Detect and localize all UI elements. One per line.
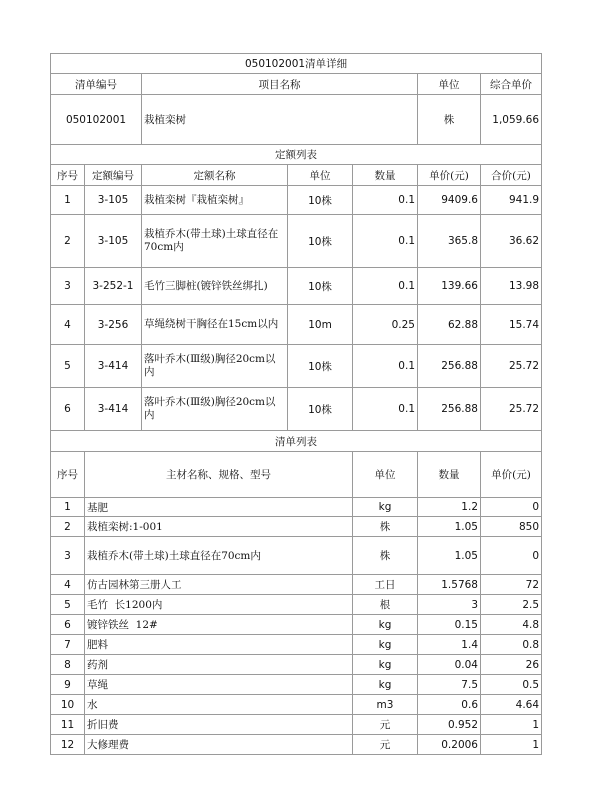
- material-price: 850: [481, 517, 542, 537]
- material-row: [51, 735, 542, 755]
- material-row: [51, 615, 542, 635]
- quota-header-unit: 单位: [288, 165, 353, 186]
- material-unit: kg: [353, 615, 418, 635]
- quota-row: [51, 186, 542, 215]
- material-price: 72: [481, 575, 542, 595]
- material-price: 1: [481, 715, 542, 735]
- quota-name: 栽植乔木(带土球)土球直径在70cm内: [142, 215, 288, 268]
- quota-header-qty: 数量: [353, 165, 418, 186]
- material-row: [51, 537, 542, 575]
- quota-code: 3-252-1: [85, 268, 142, 305]
- quota-header-no: 序号: [51, 165, 85, 186]
- material-qty: 7.5: [418, 675, 481, 695]
- quota-price: 62.88: [418, 305, 481, 345]
- material-price: 0.5: [481, 675, 542, 695]
- quota-price: 139.66: [418, 268, 481, 305]
- quota-code: 3-414: [85, 345, 142, 388]
- quota-row: [51, 268, 542, 305]
- material-no: 11: [51, 715, 85, 735]
- material-qty: 1.05: [418, 537, 481, 575]
- material-row: [51, 695, 542, 715]
- material-header-qty: 数量: [418, 452, 481, 498]
- material-unit: kg: [353, 675, 418, 695]
- material-unit: 株: [353, 537, 418, 575]
- quota-no: 4: [51, 305, 85, 345]
- table-title: 050102001清单详细: [51, 54, 542, 74]
- quota-no: 5: [51, 345, 85, 388]
- material-unit: 工日: [353, 575, 418, 595]
- quota-row: [51, 388, 542, 431]
- quota-qty: 0.1: [353, 215, 418, 268]
- quota-unit: 10株: [288, 268, 353, 305]
- material-qty: 1.5768: [418, 575, 481, 595]
- quota-unit: 10m: [288, 305, 353, 345]
- quota-total: 941.9: [481, 186, 542, 215]
- quota-code: 3-105: [85, 215, 142, 268]
- summary-header-code: 清单编号: [51, 74, 142, 95]
- material-qty: 0.04: [418, 655, 481, 675]
- material-section-title: 清单列表: [51, 431, 542, 452]
- material-row: [51, 595, 542, 615]
- material-unit: kg: [353, 655, 418, 675]
- material-name: 药剂: [85, 655, 353, 675]
- material-row: [51, 635, 542, 655]
- material-no: 1: [51, 498, 85, 517]
- quota-total: 13.98: [481, 268, 542, 305]
- material-row: [51, 655, 542, 675]
- quota-price: 256.88: [418, 345, 481, 388]
- material-name: 大修理费: [85, 735, 353, 755]
- quota-code: 3-105: [85, 186, 142, 215]
- material-unit: kg: [353, 498, 418, 517]
- material-price: 0: [481, 498, 542, 517]
- summary-header-price: 综合单价: [481, 74, 542, 95]
- quota-price: 256.88: [418, 388, 481, 431]
- bill-detail-table: [50, 53, 542, 755]
- quota-name: 落叶乔木(Ⅲ级)胸径20cm以内: [142, 388, 288, 431]
- material-name: 水: [85, 695, 353, 715]
- material-unit: 元: [353, 735, 418, 755]
- material-no: 4: [51, 575, 85, 595]
- quota-header-row: [51, 165, 542, 186]
- quota-code: 3-414: [85, 388, 142, 431]
- summary-name: 栽植栾树: [142, 95, 418, 145]
- material-qty: 1.4: [418, 635, 481, 655]
- material-unit: 根: [353, 595, 418, 615]
- material-name: 栽植栾树:1-001: [85, 517, 353, 537]
- material-name: 毛竹 长1200内: [85, 595, 353, 615]
- summary-header-unit: 单位: [418, 74, 481, 95]
- summary-unit: 株: [418, 95, 481, 145]
- quota-price: 9409.6: [418, 186, 481, 215]
- material-no: 8: [51, 655, 85, 675]
- quota-no: 6: [51, 388, 85, 431]
- quota-section-title: 定额列表: [51, 145, 542, 165]
- material-price: 0: [481, 537, 542, 575]
- quota-total: 25.72: [481, 388, 542, 431]
- material-qty: 0.952: [418, 715, 481, 735]
- quota-name: 落叶乔木(Ⅲ级)胸径20cm以内: [142, 345, 288, 388]
- material-row: [51, 715, 542, 735]
- material-row: [51, 498, 542, 517]
- material-name: 肥料: [85, 635, 353, 655]
- quota-no: 3: [51, 268, 85, 305]
- material-qty: 0.2006: [418, 735, 481, 755]
- material-price: 2.5: [481, 595, 542, 615]
- material-name: 草绳: [85, 675, 353, 695]
- material-header-row: [51, 452, 542, 498]
- quota-header-total: 合价(元): [481, 165, 542, 186]
- material-qty: 3: [418, 595, 481, 615]
- material-header-name: 主材名称、规格、型号: [85, 452, 353, 498]
- material-no: 7: [51, 635, 85, 655]
- quota-total: 36.62: [481, 215, 542, 268]
- quota-row: [51, 305, 542, 345]
- material-qty: 0.15: [418, 615, 481, 635]
- quota-name: 草绳绕树干胸径在15cm以内: [142, 305, 288, 345]
- quota-unit: 10株: [288, 215, 353, 268]
- material-unit: m3: [353, 695, 418, 715]
- quota-qty: 0.1: [353, 388, 418, 431]
- quota-unit: 10株: [288, 345, 353, 388]
- material-row: [51, 575, 542, 595]
- material-qty: 1.2: [418, 498, 481, 517]
- quota-code: 3-256: [85, 305, 142, 345]
- quota-qty: 0.1: [353, 345, 418, 388]
- quota-header-code: 定额编号: [85, 165, 142, 186]
- material-name: 栽植乔木(带土球)土球直径在70cm内: [85, 537, 353, 575]
- quota-name: 毛竹三脚桩(镀锌铁丝绑扎): [142, 268, 288, 305]
- material-no: 12: [51, 735, 85, 755]
- material-no: 5: [51, 595, 85, 615]
- material-unit: kg: [353, 635, 418, 655]
- material-unit: 元: [353, 715, 418, 735]
- material-price: 1: [481, 735, 542, 755]
- quota-no: 2: [51, 215, 85, 268]
- material-header-no: 序号: [51, 452, 85, 498]
- material-qty: 0.6: [418, 695, 481, 715]
- quota-total: 15.74: [481, 305, 542, 345]
- material-no: 6: [51, 615, 85, 635]
- material-price: 4.8: [481, 615, 542, 635]
- material-qty: 1.05: [418, 517, 481, 537]
- quota-row: [51, 215, 542, 268]
- summary-header-name: 项目名称: [142, 74, 418, 95]
- material-header-unit: 单位: [353, 452, 418, 498]
- material-row: [51, 517, 542, 537]
- material-name: 基肥: [85, 498, 353, 517]
- quota-price: 365.8: [418, 215, 481, 268]
- quota-row: [51, 345, 542, 388]
- material-row: [51, 675, 542, 695]
- quota-no: 1: [51, 186, 85, 215]
- material-no: 3: [51, 537, 85, 575]
- material-no: 9: [51, 675, 85, 695]
- quota-unit: 10株: [288, 186, 353, 215]
- material-price: 26: [481, 655, 542, 675]
- quota-qty: 0.1: [353, 186, 418, 215]
- material-no: 10: [51, 695, 85, 715]
- material-unit: 株: [353, 517, 418, 537]
- material-no: 2: [51, 517, 85, 537]
- summary-code: 050102001: [51, 95, 142, 145]
- quota-unit: 10株: [288, 388, 353, 431]
- material-price: 0.8: [481, 635, 542, 655]
- quota-qty: 0.25: [353, 305, 418, 345]
- summary-price: 1,059.66: [481, 95, 542, 145]
- quota-header-name: 定额名称: [142, 165, 288, 186]
- material-name: 折旧费: [85, 715, 353, 735]
- material-name: 仿古园林第三册人工: [85, 575, 353, 595]
- quota-qty: 0.1: [353, 268, 418, 305]
- quota-name: 栽植栾树『栽植栾树』: [142, 186, 288, 215]
- material-price: 4.64: [481, 695, 542, 715]
- material-header-price: 单价(元): [481, 452, 542, 498]
- quota-header-price: 单价(元): [418, 165, 481, 186]
- quota-total: 25.72: [481, 345, 542, 388]
- material-name: 镀锌铁丝 12#: [85, 615, 353, 635]
